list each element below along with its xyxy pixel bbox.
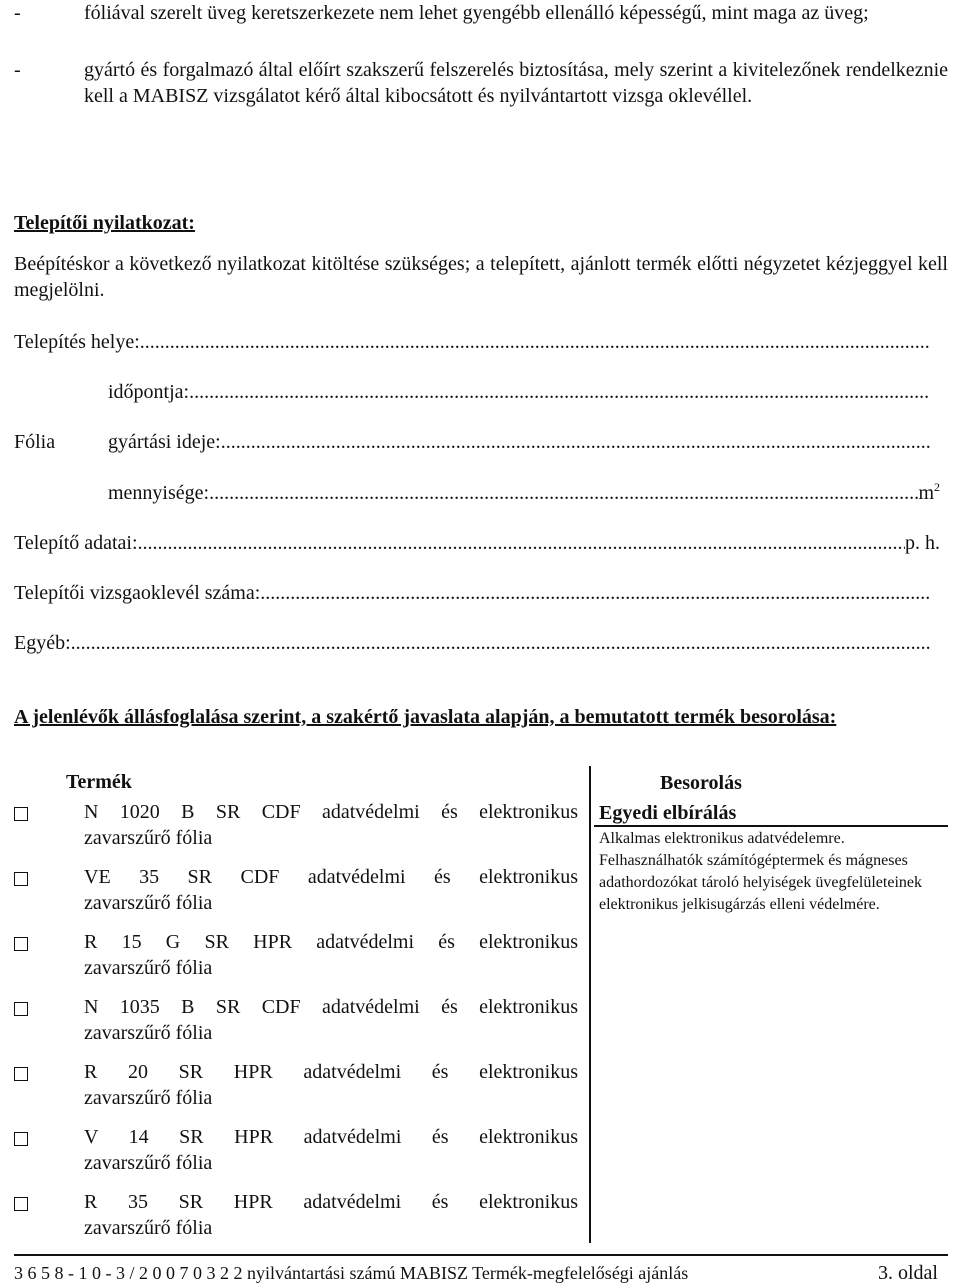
- install-time-field[interactable]: [108, 379, 930, 405]
- checkbox-icon[interactable]: [14, 872, 28, 886]
- declaration-heading: Telepítői nyilatkozat:: [14, 212, 195, 234]
- checkbox-icon[interactable]: [14, 1197, 28, 1211]
- page-footer: [14, 1262, 948, 1284]
- quantity-field[interactable]: [108, 480, 940, 506]
- product-row[interactable]: [0, 1124, 590, 1180]
- foil-label: Fólia: [14, 431, 56, 453]
- product-name-continued: zavarszűrő fólia: [84, 1087, 213, 1109]
- fill-dots: [138, 530, 905, 556]
- product-name-continued: zavarszűrő fólia: [84, 892, 213, 914]
- quantity-unit: $m^2$: [918, 480, 940, 504]
- bullet-dash: -: [14, 2, 21, 24]
- product-row[interactable]: [0, 864, 590, 920]
- classification-description-1: Alkalmas elektronikus adatvédelemre.: [599, 830, 845, 847]
- product-name: N 1020 B SR CDF adatvédelmi és elektronikus: [84, 801, 578, 823]
- footer-reference: 3 6 5 8 - 1 0 - 3 / 2 0 0 7 0 3 2 2: [14, 1263, 243, 1283]
- product-name: R 35 SR HPR adatvédelmi és elektronikus: [84, 1191, 578, 1213]
- intro-bullet: [14, 57, 948, 109]
- fill-dots: [260, 580, 930, 606]
- fill-dots: [140, 329, 930, 355]
- footer-text: nyilvántartási számú MABISZ Termék-megfelelőségi ajánlás: [247, 1263, 689, 1283]
- product-row[interactable]: [0, 1059, 590, 1115]
- product-name: N 1035 B SR CDF adatvédelmi és elektronikus: [84, 996, 578, 1018]
- product-name-continued: zavarszűrő fólia: [84, 827, 213, 849]
- product-name: R 20 SR HPR adatvédelmi és elektronikus: [84, 1061, 578, 1083]
- checkbox-icon[interactable]: [14, 1132, 28, 1146]
- fill-dots: [189, 379, 930, 405]
- fill-dots: [71, 630, 930, 656]
- quantity-label: mennyisége:: [108, 482, 210, 504]
- install-place-field[interactable]: [14, 329, 930, 355]
- product-name: R 15 G SR HPR adatvédelmi és elektronikus: [84, 931, 578, 953]
- declaration-paragraph: Beépítéskor a következő nyilatkozat kitöltése szükséges; a telepített, ajánlott termék előtti négyzetet kézjeggyel kell megjelölni.: [14, 253, 948, 301]
- product-row[interactable]: [0, 994, 590, 1050]
- product-row[interactable]: [0, 799, 590, 855]
- checkbox-icon[interactable]: [14, 937, 28, 951]
- installer-data-field[interactable]: [14, 530, 940, 556]
- stamp-place-label: p. h.: [905, 532, 940, 554]
- bullet-text: gyártó és forgalmazó által előírt szakszerű felszerelés biztosítása, mely szerint a kivitelezőnek rendelkeznie kell a MABISZ vizsgálatot kérő által kibocsátott és nyilvántartott vizsga oklevéllel.: [84, 59, 948, 107]
- classification-heading: A jelenlévők állásfoglalása szerint, a szakértő javaslata alapján, a bemutatott termék besorolása:: [14, 706, 837, 728]
- checkbox-icon[interactable]: [14, 1067, 28, 1081]
- other-field[interactable]: [14, 630, 930, 656]
- production-date-field[interactable]: [108, 429, 930, 455]
- installer-data-label: Telepítő adatai:: [14, 532, 138, 554]
- bullet-text: fóliával szerelt üveg keretszerkezete nem lehet gyengébb ellenálló képességű, mint maga az üveg;: [84, 2, 869, 24]
- product-name: VE 35 SR CDF adatvédelmi és elektronikus: [84, 866, 578, 888]
- classification-title-rule: [594, 825, 948, 827]
- column-header-classification: Besorolás: [660, 772, 742, 794]
- page-number: 3. oldal: [878, 1262, 938, 1284]
- checkbox-icon[interactable]: [14, 807, 28, 821]
- install-time-label: időpontja:: [108, 381, 190, 403]
- footer-rule: [14, 1254, 948, 1256]
- classification-description-2: Felhasználhatók számítógéptermek és mágneses adathordozókat tároló helyiségek üvegfelületeinek elektronikus jelkisugárzás elleni védelmére.: [599, 852, 922, 913]
- column-header-product: Termék: [66, 771, 132, 793]
- production-date-label: gyártási ideje:: [108, 431, 221, 453]
- certificate-number-field[interactable]: [14, 580, 930, 606]
- product-name-continued: zavarszűrő fólia: [84, 1022, 213, 1044]
- fill-dots: [221, 429, 930, 455]
- product-name-continued: zavarszűrő fólia: [84, 1217, 213, 1239]
- certificate-number-label: Telepítői vizsgaoklevél száma:: [14, 582, 261, 604]
- other-label: Egyéb:: [14, 632, 71, 654]
- classification-title: Egyedi elbírálás: [599, 802, 737, 824]
- fill-dots: [209, 480, 918, 506]
- product-name-continued: zavarszűrő fólia: [84, 1152, 213, 1174]
- product-row[interactable]: [0, 1189, 590, 1245]
- install-place-label: Telepítés helye:: [14, 331, 140, 353]
- product-name: V 14 SR HPR adatvédelmi és elektronikus: [84, 1126, 578, 1148]
- product-row[interactable]: [0, 929, 590, 985]
- checkbox-icon[interactable]: [14, 1002, 28, 1016]
- bullet-dash: -: [14, 59, 21, 81]
- intro-bullet: [14, 0, 948, 26]
- product-name-continued: zavarszűrő fólia: [84, 957, 213, 979]
